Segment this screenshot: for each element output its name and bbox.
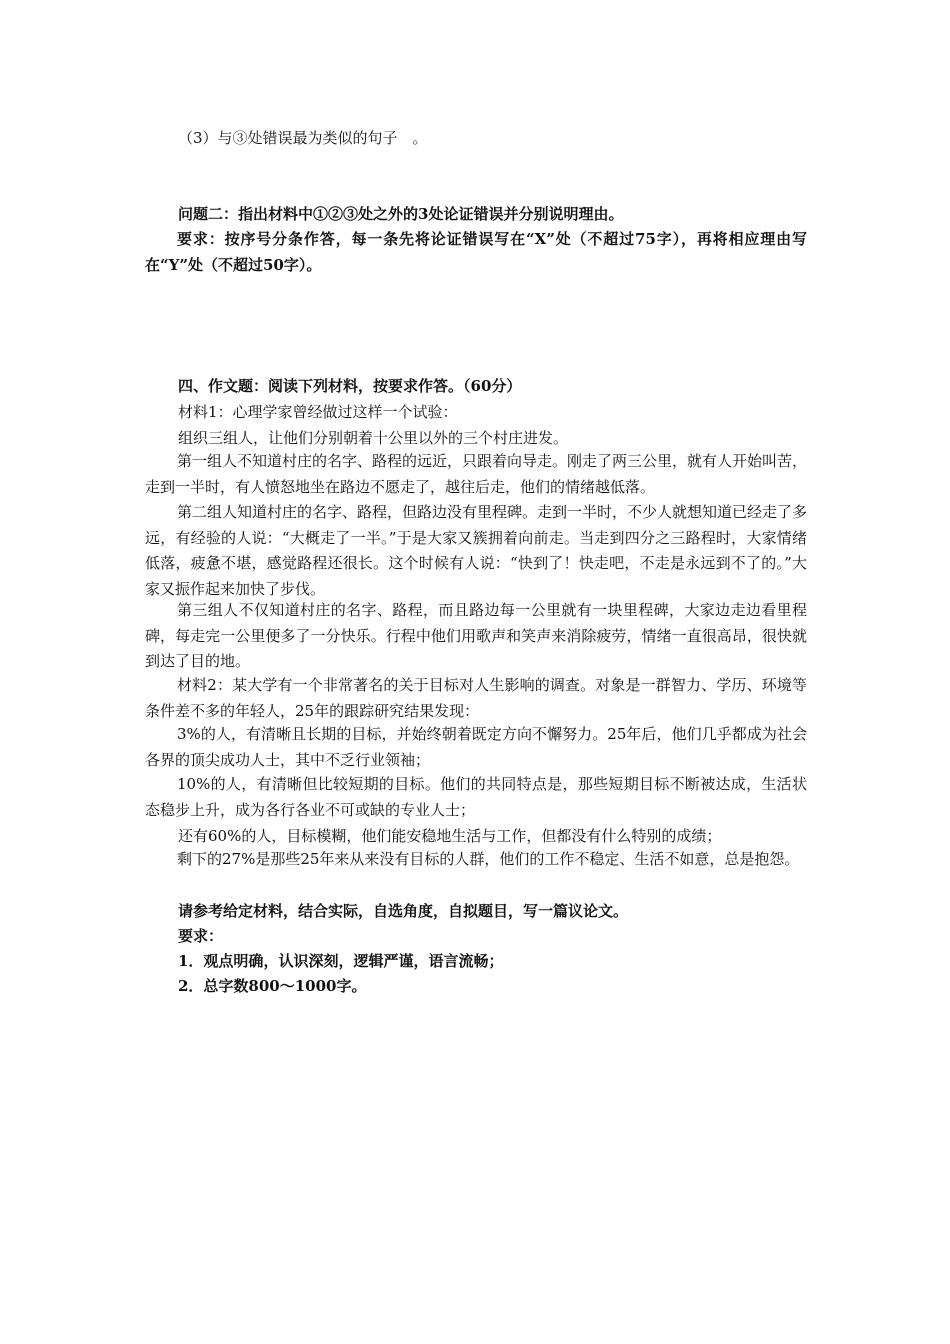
- material-2-item-10-percent: 10%的人，有清晰但比较短期的目标。他们的共同特点是，那些短期目标不断被达成，生活状态稳步上升，成为各行各业不可或缺的专业人士；: [145, 775, 807, 819]
- material-1-group-3: 第三组人不仅知道村庄的名字、路程，而且路边每一公里就有一块里程碑，大家边走边看里程碑，每走完一公里便多了一分快乐。行程中他们用歌声和笑声来消除疲劳，情绪一直很高昂，很快就到达了目的地。: [145, 601, 807, 670]
- material-1-group-1: 第一组人不知道村庄的名字、路程的远近，只跟着向导走。刚走了两三公里，就有人开始叫苦，走到一半时，有人愤怒地坐在路边不愿走了，越往后走，他们的情绪越低落。: [145, 452, 808, 496]
- material-1-group-2: 第二组人知道村庄的名字、路程，但路边没有里程碑。走到一半时，不少人就想知道已经走了多远，有经验的人说：“大概走了一半。”于是大家又簇拥着向前走。当走到四分之三路程时，大家情绪低落，疲惫不堪，感觉路程还很长。这个时候有人说：“快到了！快走吧，不走是永远到不了的。”大家又振作起来加快了步伐。: [145, 503, 808, 598]
- question-3-line: （3）与③处错误最为类似的句子 。: [178, 129, 428, 147]
- essay-requirements-heading: 要求：: [178, 927, 224, 945]
- essay-requirement-1: 1．观点明确，认识深刻，逻辑严谨，语言流畅；: [178, 952, 504, 970]
- problem-2-requirement: 要求：按序号分条作答，每一条先将论证错误写在“X”处（不超过75字），再将相应理由写在“Y”处（不超过50字）。: [145, 230, 807, 274]
- material-1-intro: 材料1：心理学家曾经做过这样一个试验：: [178, 403, 458, 421]
- essay-requirement-2: 2．总字数800～1000字。: [178, 977, 367, 995]
- material-2-item-60-percent: 还有60%的人，目标模糊，他们能安稳地生活与工作，但都没有什么特别的成绩；: [178, 827, 722, 845]
- material-2-item-27-percent: 剩下的27%是那些25年来从来没有目标的人群，他们的工作不稳定、生活不如意，总是抱怨。: [177, 850, 800, 868]
- material-1-setup: 组织三组人，让他们分别朝着十公里以外的三个村庄进发。: [178, 429, 569, 447]
- essay-section-title: 四、作文题：阅读下列材料，按要求作答。（60分）: [178, 377, 522, 395]
- problem-2-title: 问题二：指出材料中①②③处之外的3处论证错误并分别说明理由。: [178, 205, 624, 223]
- essay-instruction: 请参考给定材料，结合实际，自选角度，自拟题目，写一篇议论文。: [178, 902, 629, 920]
- material-2-item-3-percent: 3%的人，有清晰且长期的目标，并始终朝着既定方向不懈努力。25年后，他们几乎都成为社会各界的顶尖成功人士，其中不乏行业领袖；: [145, 725, 807, 769]
- material-2-intro: 材料2：某大学有一个非常著名的关于目标对人生影响的调查。对象是一群智力、学历、环境等条件差不多的年轻人，25年的跟踪研究结果发现：: [145, 676, 807, 720]
